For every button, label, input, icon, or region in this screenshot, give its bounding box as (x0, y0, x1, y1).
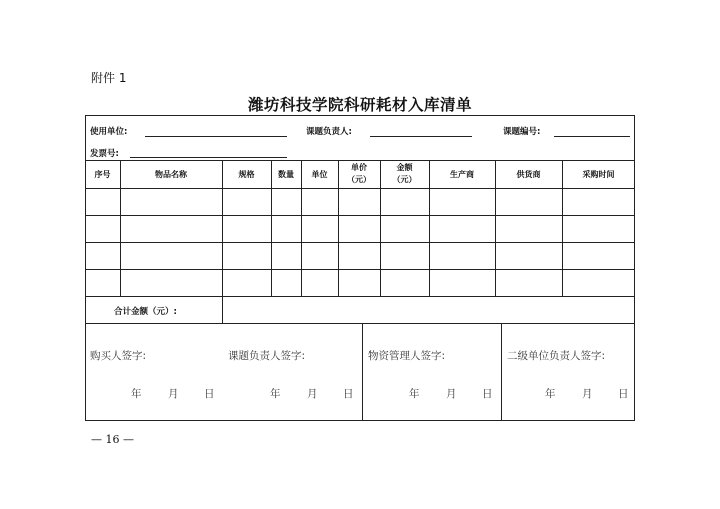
col-divider (120, 160, 121, 296)
dept-head-signature-label: 二级单位负责人签字: (507, 350, 606, 362)
date-day: 日 (618, 388, 629, 400)
col-divider (222, 160, 223, 323)
row-divider (85, 269, 635, 270)
header-spec: 规格 (238, 170, 255, 179)
project-no-label: 课题编号: (503, 127, 541, 137)
total-label: 合计金额（元）: (114, 307, 177, 317)
header-qty: 数量 (278, 170, 294, 179)
date-month: 月 (168, 388, 179, 400)
row-divider (85, 323, 635, 324)
date-day: 日 (482, 388, 493, 400)
header-amount-unit: （元） (392, 175, 417, 184)
col-divider (271, 160, 272, 296)
date-month: 月 (582, 388, 593, 400)
col-divider (495, 160, 496, 296)
col-divider (562, 160, 563, 296)
row-divider (85, 215, 635, 216)
date-year: 年 (409, 388, 420, 400)
col-divider (301, 160, 302, 296)
date-year: 年 (131, 388, 142, 400)
header-seq: 序号 (94, 170, 111, 179)
row-divider (85, 242, 635, 243)
sig-divider (501, 323, 502, 421)
sig-divider (362, 323, 363, 421)
date-month: 月 (307, 388, 318, 400)
date-day: 日 (343, 388, 354, 400)
header-amount: 金额 (396, 163, 413, 172)
project-leader-field[interactable] (370, 136, 472, 137)
header-unit: 单位 (311, 170, 328, 179)
annex-label: 附件 1 (91, 71, 127, 85)
date-year: 年 (270, 388, 281, 400)
col-divider (429, 160, 430, 296)
buyer-signature-label: 购买人签字: (90, 350, 147, 362)
row-divider (85, 160, 635, 161)
date-day: 日 (204, 388, 215, 400)
invoice-no-field[interactable] (130, 157, 287, 158)
header-supplier: 供货商 (516, 170, 541, 179)
row-divider (85, 188, 635, 189)
project-leader-label: 课题负责人: (306, 127, 352, 137)
header-unit-price: 单价 (351, 163, 367, 172)
unit-label: 使用单位: (90, 127, 128, 137)
manager-signature-label: 物资管理人签字: (368, 350, 446, 362)
unit-field[interactable] (145, 136, 287, 137)
project-no-field[interactable] (554, 136, 630, 137)
row-divider (85, 296, 635, 297)
page-title: 潍坊科技学院科研耗材入库清单 (247, 95, 472, 114)
header-purchase-time: 采购时间 (582, 170, 615, 179)
date-month: 月 (446, 388, 457, 400)
invoice-no-label: 发票号: (90, 149, 119, 159)
leader-signature-label: 课题负责人签字: (228, 350, 306, 362)
header-manufacturer: 生产商 (450, 170, 474, 179)
date-year: 年 (545, 388, 556, 400)
header-unit-price-unit: （元） (347, 175, 371, 184)
header-item-name: 物品名称 (155, 170, 187, 179)
page-number: — 16 — (91, 433, 134, 446)
